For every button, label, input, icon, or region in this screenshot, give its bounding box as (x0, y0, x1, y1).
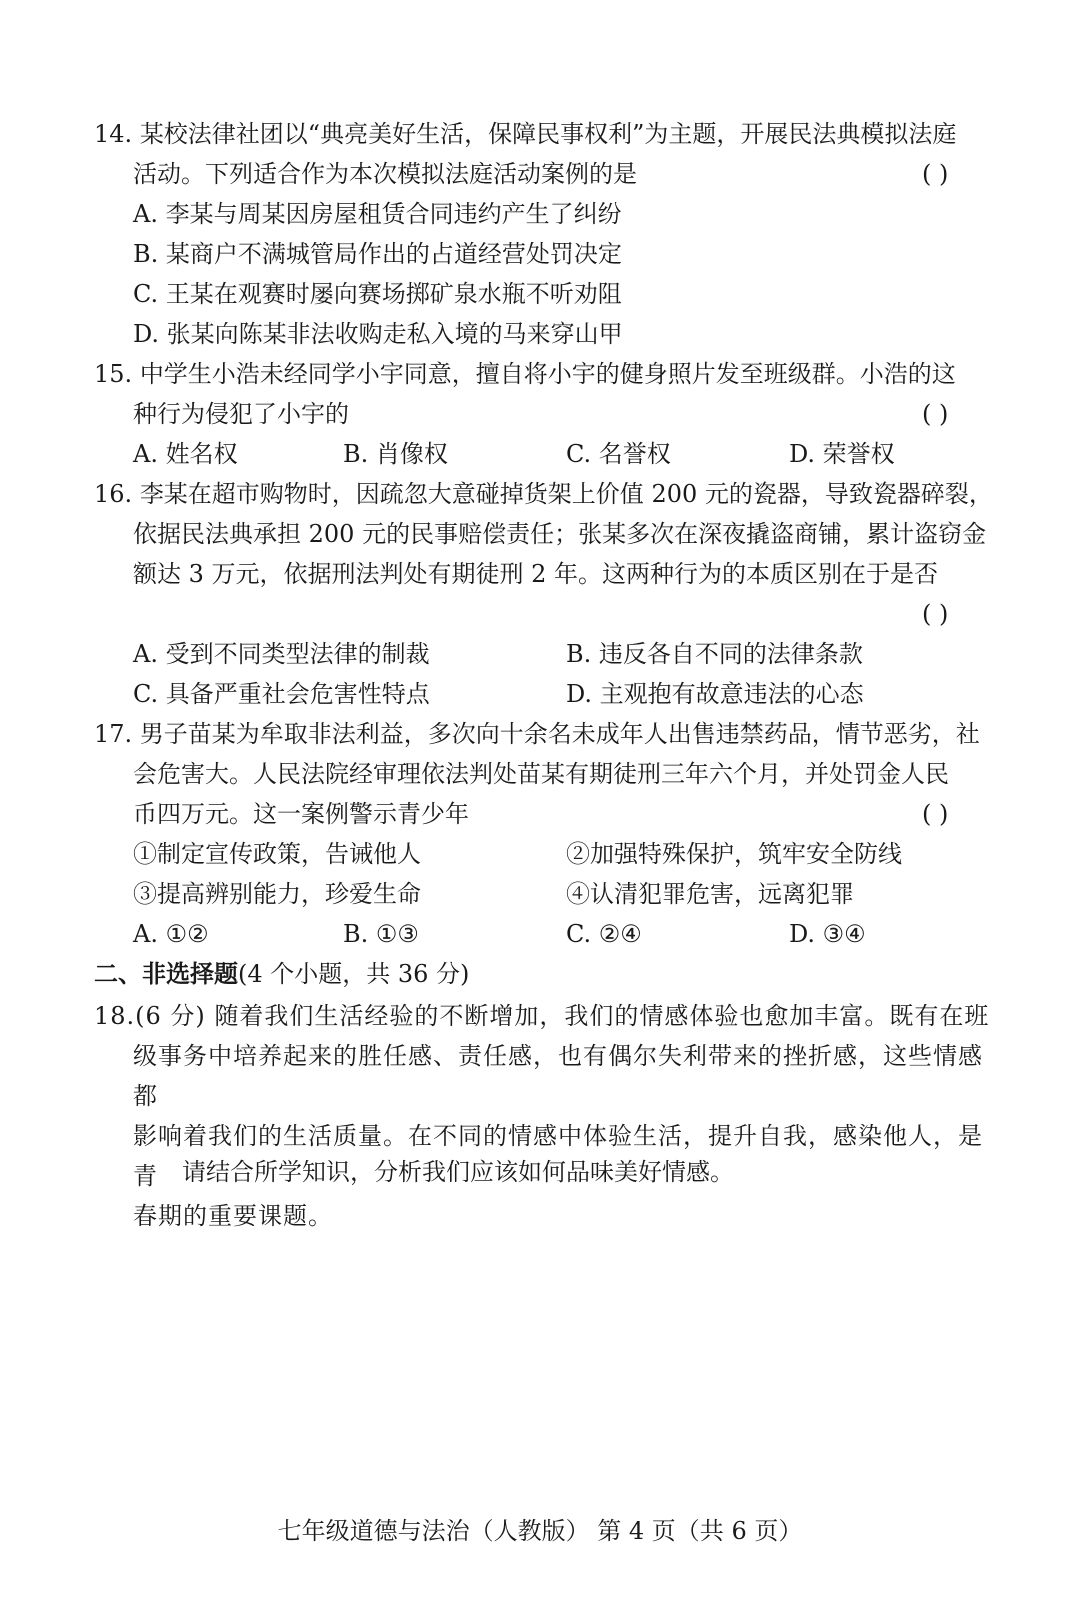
option-a: A. 受到不同类型法律的制裁 (133, 640, 430, 668)
answer-bracket: ( ) (922, 600, 949, 628)
question-17-line-2: 会危害大。人民法院经审理依法判处苗某有期徒刑三年六个月，并处罚金人民 (133, 760, 949, 788)
option-a: A. 姓名权 (133, 440, 238, 468)
question-text: 男子苗某为牟取非法利益，多次向十余名未成年人出售违禁药品，情节恶劣，社 (139, 720, 980, 748)
option-d: D. 张某向陈某非法收购走私入境的马来穿山甲 (133, 320, 623, 348)
section-title: 二、非选择题 (94, 959, 238, 988)
question-18-line-3: 影响着我们的生活质量。在不同的情感中体验生活，提升自我，感染他人，是青 (133, 1122, 983, 1190)
question-score: (6 分) (135, 1002, 206, 1030)
question-15-line-2: 种行为侵犯了小宇的 (133, 400, 349, 428)
question-number: 15. (94, 360, 133, 388)
question-number: 18. (94, 1002, 136, 1030)
option-c: C. ②④ (566, 920, 642, 948)
question-17-line-1 (94, 718, 980, 750)
question-text: 某校法律社团以“典亮美好生活，保障民事权利”为主题，开展民法典模拟法庭 (139, 120, 957, 148)
option-b: B. ①③ (343, 920, 419, 948)
question-number: 17. (94, 720, 133, 748)
answer-bracket: ( ) (922, 400, 949, 428)
answer-bracket: ( ) (922, 160, 949, 188)
question-18 (94, 996, 1000, 1236)
option-d: D. 荣誉权 (789, 440, 895, 468)
option-b: B. 违反各自不同的法律条款 (566, 640, 863, 668)
section-heading (94, 958, 469, 990)
question-14-line-2: 活动。下列适合作为本次模拟法庭活动案例的是 (133, 160, 637, 188)
question-18-instruction: 请结合所学知识，分析我们应该如何品味美好情感。 (182, 1158, 734, 1186)
question-14-line-1 (94, 118, 956, 150)
question-18-line-1 (94, 996, 1000, 1036)
statement-2: ②加强特殊保护，筑牢安全防线 (566, 840, 902, 868)
question-text: 李某在超市购物时，因疏忽大意碰掉货架上价值 200 元的瓷器，导致瓷器碎裂， (139, 480, 993, 508)
question-text: 中学生小浩未经同学小宇同意，擅自将小宇的健身照片发至班级群。小浩的这 (139, 360, 956, 388)
option-c: C. 名誉权 (566, 440, 671, 468)
option-d: D. ③④ (789, 920, 866, 948)
question-18-line-2: 级事务中培养起来的胜任感、责任感，也有偶尔失利带来的挫折感，这些情感都 (133, 1042, 983, 1110)
question-15-line-1 (94, 358, 956, 390)
question-16-line-3: 额达 3 万元，依据刑法判处有期徒刑 2 年。这两种行为的本质区别在于是否 (133, 560, 939, 588)
question-number: 14. (94, 120, 133, 148)
option-b: B. 肖像权 (343, 440, 448, 468)
question-text: 随着我们生活经验的不断增加，我们的情感体验也愈加丰富。既有在班 (214, 1002, 990, 1030)
option-a: A. 李某与周某因房屋租赁合同违约产生了纠纷 (133, 200, 622, 228)
section-score: (4 个小题，共 36 分) (238, 960, 470, 988)
option-a: A. ①② (133, 920, 209, 948)
question-16-line-2: 依据民法典承担 200 元的民事赔偿责任；张某多次在深夜撬盗商铺，累计盗窃金 (133, 520, 987, 548)
statement-3: ③提高辨别能力，珍爱生命 (133, 880, 421, 908)
question-17-line-3: 币四万元。这一案例警示青少年 (133, 800, 469, 828)
statement-1: ①制定宣传政策，告诫他人 (133, 840, 421, 868)
option-b: B. 某商户不满城管局作出的占道经营处罚决定 (133, 240, 622, 268)
question-number: 16. (94, 480, 133, 508)
page-footer: 七年级道德与法治（人教版） 第 4 页（共 6 页） (277, 1517, 803, 1545)
option-c: C. 王某在观赛时屡向赛场掷矿泉水瓶不听劝阻 (133, 280, 622, 308)
option-d: D. 主观抱有故意违法的心态 (566, 680, 864, 708)
answer-bracket: ( ) (922, 800, 949, 828)
question-18-line-4: 春期的重要课题。 (133, 1202, 333, 1230)
option-c: C. 具备严重社会危害性特点 (133, 680, 430, 708)
statement-4: ④认清犯罪危害，远离犯罪 (566, 880, 854, 908)
question-16-line-1 (94, 478, 993, 510)
